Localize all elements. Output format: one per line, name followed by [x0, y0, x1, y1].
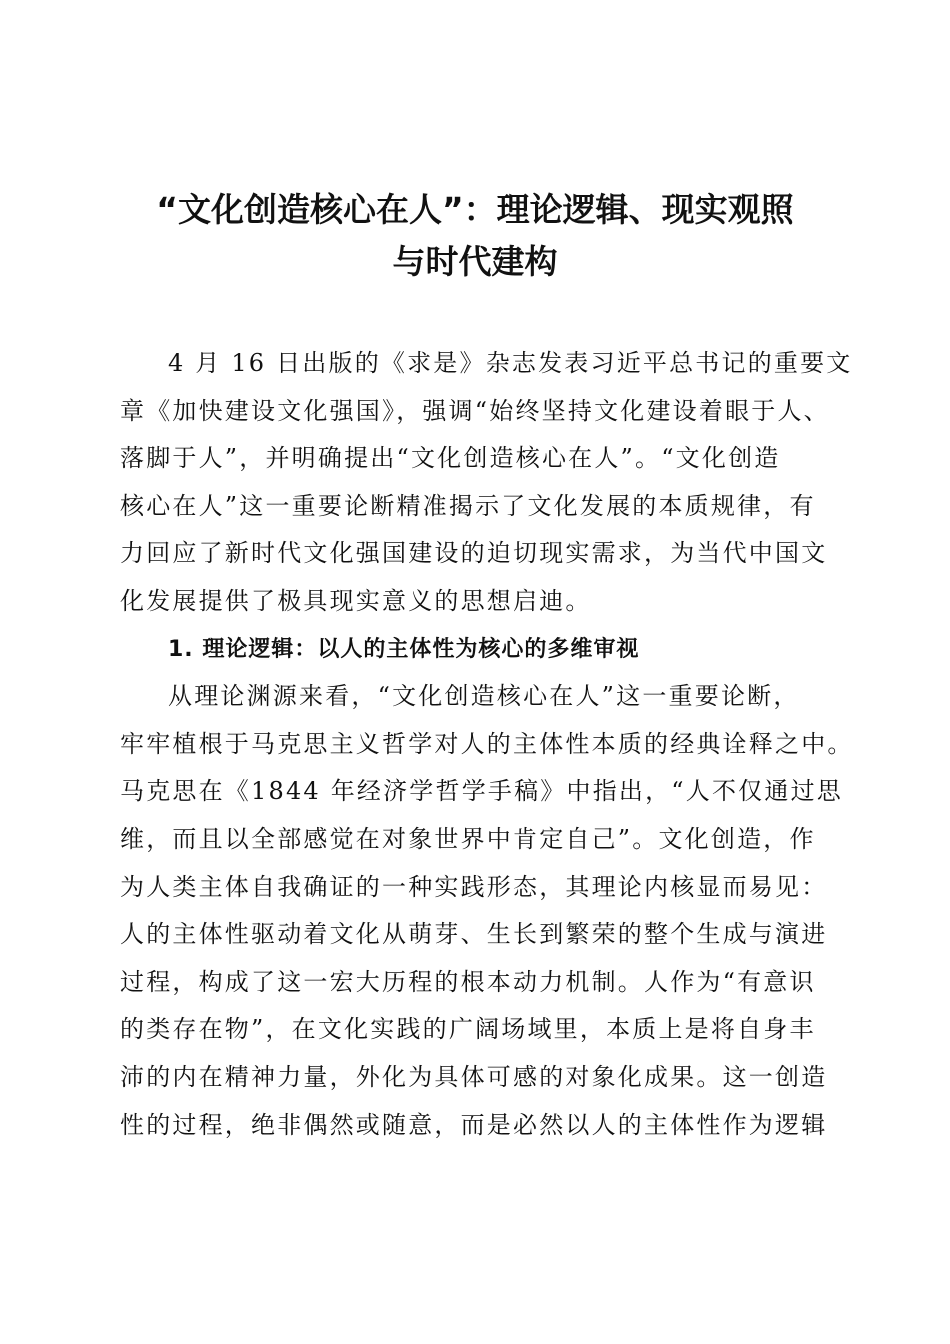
text-line: 马克思在《1844 年经济学哲学手稿》中指出，“人不仅通过思	[120, 777, 843, 806]
text-line: 沛的内在精神力量，外化为具体可感的对象化成果。这一创造	[120, 1062, 828, 1091]
text-line: 章《加快建设文化强国》，强调“始终坚持文化建设着眼于人、	[120, 396, 830, 425]
text-line: 为人类主体自我确证的一种实践形态，其理论内核显而易见：	[120, 872, 828, 901]
text-line: 落脚于人”，并明确提出“文化创造核心在人”。“文化创造	[120, 444, 781, 473]
text-line: 性的过程，绝非偶然或随意，而是必然以人的主体性作为逻辑	[120, 1110, 828, 1139]
title-line-2: 与时代建构	[392, 242, 558, 281]
text-line: 牢牢植根于马克思主义哲学对人的主体性本质的经典诠释之中。	[120, 729, 854, 758]
title-line-1: “文化创造核心在人”：理论逻辑、现实观照	[156, 190, 794, 229]
document-title	[100, 184, 850, 288]
text-line: 过程，构成了这一宏大历程的根本动力机制。人作为“有意识	[120, 967, 816, 996]
text-line: 从理论渊源来看，“文化创造核心在人”这一重要论断，	[168, 682, 800, 711]
text-line: 的类存在物”，在文化实践的广阔场域里，本质上是将自身丰	[120, 1015, 816, 1044]
text-line: 人的主体性驱动着文化从萌芽、生长到繁荣的整个生成与演进	[120, 920, 828, 949]
paragraph-intro	[120, 340, 853, 626]
text-line: 维，而且以全部感觉在对象世界中肯定自己”。文化创造，作	[120, 824, 816, 853]
text-line: 核心在人”这一重要论断精准揭示了文化发展的本质规律，有	[120, 491, 816, 520]
text-line: 化发展提供了极具现实意义的思想启迪。	[120, 586, 592, 615]
text-line: 4 月 16 日出版的《求是》杂志发表习近平总书记的重要文	[168, 349, 853, 377]
text-line: 力回应了新时代文化强国建设的迫切现实需求，为当代中国文	[120, 539, 828, 568]
paragraph-theory	[120, 673, 854, 1149]
section-heading: 1. 理论逻辑：以人的主体性为核心的多维审视	[168, 636, 640, 662]
document-body	[120, 340, 854, 1149]
